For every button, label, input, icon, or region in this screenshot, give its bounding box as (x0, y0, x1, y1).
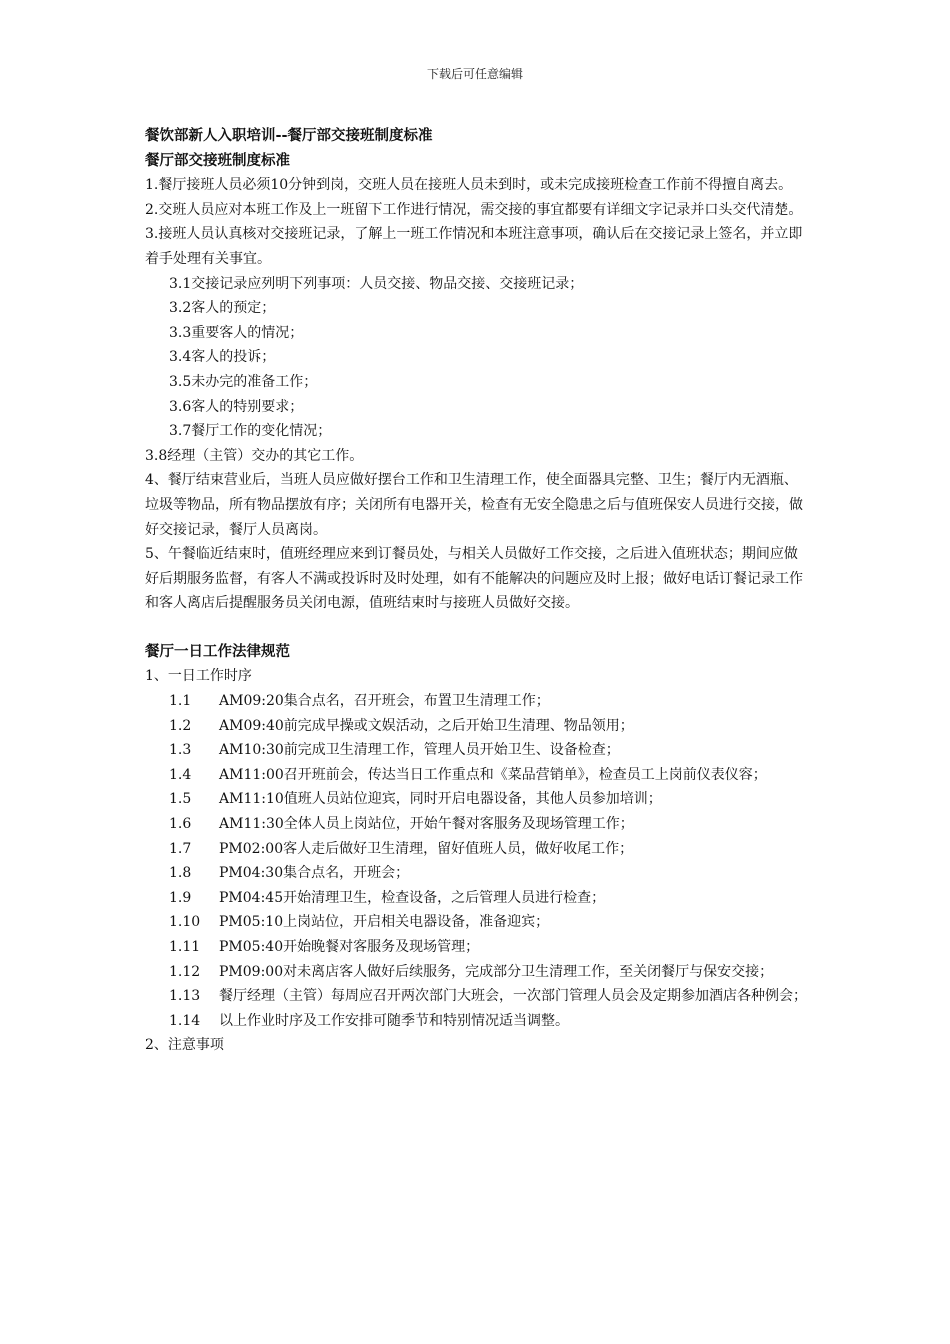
rule-2: 2.交班人员应对本班工作及上一班留下工作进行情况，需交接的事宜都要有详细文字记录并口头交代清楚。 (145, 201, 803, 218)
schedule-number: 1.2 (169, 717, 192, 734)
schedule-text: PM02:00客人走后做好卫生清理，留好值班人员，做好收尾工作； (219, 840, 634, 857)
schedule-text: PM05:40开始晚餐对客服务及现场管理； (219, 939, 480, 955)
schedule-number: 1.13 (169, 988, 201, 1005)
rule-1: 1.餐厅接班人员必须10分钟到岗，交班人员在接班人员未到时，或未完成接班检查工作前不得擅自离去。 (145, 177, 793, 194)
rule-3-8: 3.8经理（主管）交办的其它工作。 (145, 447, 364, 464)
schedule-text: AM11:00召开班前会，传达当日工作重点和《菜品营销单》，检查员工上岗前仪表仪容； (219, 766, 767, 783)
schedule-text: 以上作业时序及工作安排可随季节和特别情况适当调整。 (219, 1012, 569, 1029)
subheading-notes: 2、注意事项 (145, 1037, 224, 1054)
schedule-item (145, 763, 811, 788)
schedule-number: 1.6 (169, 816, 192, 833)
schedule-item (145, 935, 811, 960)
rule-5: 5、午餐临近结束时，值班经理应来到订餐员处，与相关人员做好工作交接，之后进入值班状态；期间应做好后期服务监督，有客人不满或投诉时及时处理，如有不能解决的问题应及时上报；做好电话订餐记录工作和客人离店后提醒服务员关闭电源，值班结束时与接班人员做好交接。 (145, 546, 803, 612)
subitem-3-7: 3.7餐厅工作的变化情况； (169, 423, 332, 440)
schedule-item (145, 738, 811, 763)
section-title-daily: 餐厅一日工作法律规范 (145, 643, 290, 660)
schedule-number: 1.9 (169, 889, 192, 906)
schedule-number: 1.14 (169, 1012, 201, 1029)
schedule-item (145, 837, 811, 862)
schedule-number: 1.4 (169, 766, 192, 783)
schedule-item (145, 984, 811, 1009)
section-title-handover: 餐厅部交接班制度标准 (145, 152, 290, 169)
schedule-text: 餐厅经理（主管）每周应召开两次部门大班会，一次部门管理人员会及定期参加酒店各种例会； (219, 988, 807, 1005)
schedule-item (145, 886, 811, 911)
document-body (145, 124, 811, 1058)
subitem-3-2: 3.2客人的预定； (169, 300, 276, 317)
schedule-number: 1.5 (169, 791, 192, 808)
schedule-item (145, 812, 811, 837)
schedule-text: AM09:40前完成早操或文娱活动，之后开始卫生清理、物品领用； (219, 717, 634, 734)
schedule-text: PM09:00对未离店客人做好后续服务，完成部分卫生清理工作，至关闭餐厅与保安交接； (219, 963, 774, 980)
subitem-3-3: 3.3重要客人的情况； (169, 324, 304, 341)
schedule-text: AM10:30前完成卫生清理工作，管理人员开始卫生、设备检查； (219, 742, 620, 759)
schedule-item (145, 861, 811, 886)
subheading-schedule: 1、一日工作时序 (145, 668, 252, 685)
subitem-3-5: 3.5未办完的准备工作； (169, 373, 318, 390)
schedule-item (145, 714, 811, 739)
schedule-text: PM04:30集合点名，开班会； (219, 865, 410, 882)
document-title: 餐饮部新人入职培训--餐厅部交接班制度标准 (145, 128, 433, 144)
schedule-item (145, 910, 811, 935)
page-header: 下载后可任意编辑 (426, 67, 523, 81)
schedule-item (145, 689, 811, 714)
schedule-number: 1.8 (169, 865, 192, 882)
schedule-text: PM04:45开始清理卫生，检查设备，之后管理人员进行检查； (219, 889, 606, 906)
spacer (145, 616, 811, 640)
subitem-3-6: 3.6客人的特别要求； (169, 398, 304, 415)
schedule-number: 1.11 (169, 939, 201, 955)
schedule-number: 1.10 (169, 914, 201, 931)
rule-4: 4、餐厅结束营业后，当班人员应做好摆台工作和卫生清理工作，使全面器具完整、卫生；餐厅内无酒瓶、垃圾等物品，所有物品摆放有序；关闭所有电器开关，检查有无安全隐患之后与值班保安人员进行交接，做好交接记录，餐厅人员离岗。 (145, 472, 803, 538)
subitem-3-1: 3.1交接记录应列明下列事项：人员交接、物品交接、交接班记录； (169, 275, 584, 292)
schedule-text: AM09:20集合点名，召开班会，布置卫生清理工作； (219, 693, 550, 710)
schedule-item (145, 787, 811, 812)
schedule-number: 1.12 (169, 963, 201, 980)
schedule-number: 1.1 (169, 693, 192, 710)
schedule-text: AM11:30全体人员上岗站位，开始午餐对客服务及现场管理工作； (219, 816, 634, 833)
schedule-text: AM11:10值班人员站位迎宾，同时开启电器设备，其他人员参加培训； (219, 791, 662, 808)
rule-3: 3.接班人员认真核对交接班记录，了解上一班工作情况和本班注意事项，确认后在交接记录上签名，并立即着手处理有关事宜。 (145, 226, 803, 267)
schedule-text: PM05:10上岗站位，开启相关电器设备，准备迎宾； (219, 914, 550, 931)
schedule-number: 1.7 (169, 840, 192, 857)
schedule-number: 1.3 (169, 742, 192, 759)
schedule-item (145, 960, 811, 985)
schedule-item (145, 1009, 811, 1034)
subitem-3-4: 3.4客人的投诉； (169, 349, 276, 366)
